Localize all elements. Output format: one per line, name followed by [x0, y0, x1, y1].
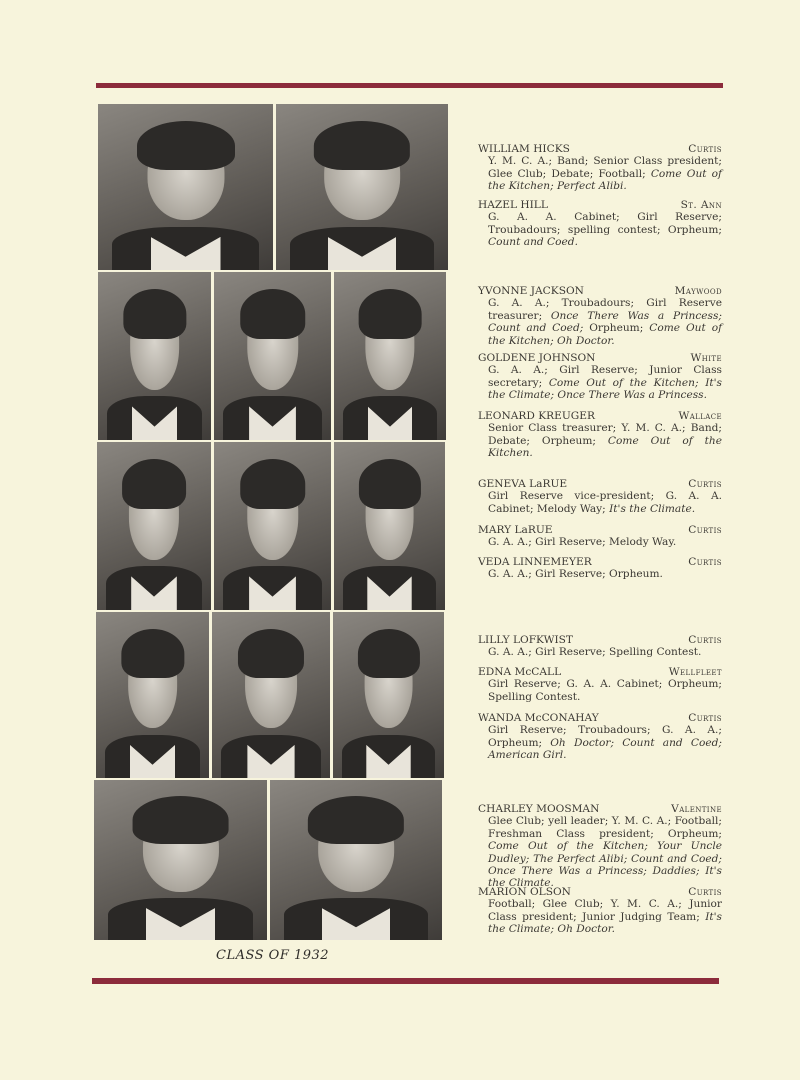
student-portrait — [334, 272, 446, 440]
play-titles: It's the Climate; Oh Doctor. — [488, 910, 722, 936]
activities — [478, 724, 722, 761]
student-entry — [478, 524, 722, 549]
activity-list: Orpheum; — [583, 322, 650, 335]
activity-list: Girl Reserve vice-president; G. A. A. Cabinet; Melody Way; — [488, 490, 722, 515]
activities — [478, 646, 722, 658]
play-titles: Come Out of the Kitchen; It's the Climate; Once There Was a Princess. — [488, 376, 722, 402]
activities — [478, 678, 722, 703]
student-name: EDNA McCALL — [478, 666, 562, 678]
activity-list: Senior Class treasurer; Y. M. C. A.; Band; Debate; Orpheum; — [488, 422, 722, 447]
hometown: St. Ann — [680, 199, 722, 211]
play-titles: Come Out of the Kitchen; Oh Doctor. — [488, 322, 722, 347]
student-entry — [478, 143, 722, 193]
student-entry — [478, 666, 722, 703]
student-portrait — [97, 442, 211, 610]
activities — [478, 297, 722, 347]
student-entry — [478, 886, 722, 936]
activity-list: G. A. A.; Girl Reserve; Junior Class secretary; — [488, 364, 722, 389]
student-portrait — [214, 442, 331, 610]
hometown: Curtis — [688, 524, 722, 536]
student-name: VEDA LINNEMEYER — [478, 556, 592, 568]
activities — [478, 155, 722, 192]
activity-list: Y. M. C. A.; Band; Senior Class president; Glee Club; Debate; Football; — [488, 155, 722, 180]
hometown: Curtis — [688, 634, 722, 646]
hometown: Curtis — [688, 886, 722, 898]
student-name: GOLDENE JOHNSON — [478, 352, 596, 364]
hometown: Wellfleet — [668, 666, 722, 678]
activities — [478, 211, 722, 248]
student-portrait — [334, 442, 445, 610]
activity-list: Football; Glee Club; Y. M. C. A.; Junior Class president; Junior Judging Team; — [488, 898, 722, 923]
student-entry — [478, 410, 722, 460]
bottom-rule — [92, 978, 719, 984]
student-entry — [478, 556, 722, 581]
student-entry — [478, 634, 722, 659]
hometown: Curtis — [688, 712, 722, 724]
play-titles: It's the Climate. — [609, 502, 696, 515]
activities — [478, 422, 722, 459]
student-name: LEONARD KREUGER — [478, 410, 595, 422]
student-name: LILLY LOFKWIST — [478, 634, 573, 646]
play-titles: Once There Was a Princess; Count and Coed; — [488, 309, 722, 335]
hometown: Maywood — [674, 285, 722, 297]
top-rule — [96, 83, 723, 88]
activity-list: G. A. A.; Troubadours; Girl Reserve treasurer; — [488, 297, 722, 322]
activity-list: G. A. A. Cabinet; Girl Reserve; Troubadours; spelling contest; Orpheum; — [488, 211, 722, 236]
student-entry — [478, 285, 722, 347]
activity-list: G. A. A.; Girl Reserve; Spelling Contest. — [488, 646, 702, 659]
student-portrait — [96, 612, 209, 778]
play-titles: Come Out of the Kitchen; Your Uncle Dudley; The Perfect Alibi; Count and Coed; Once There Was a Princess; Daddies; It's the Climate. — [488, 840, 722, 890]
activities — [478, 815, 722, 889]
student-name: YVONNE JACKSON — [478, 285, 584, 297]
student-entry — [478, 712, 722, 762]
student-name: WILLIAM HICKS — [478, 143, 570, 155]
student-portrait — [270, 780, 442, 940]
student-portrait — [212, 612, 330, 778]
student-portrait — [214, 272, 331, 440]
student-name: MARION OLSON — [478, 886, 571, 898]
student-name: WANDA McCONAHAY — [478, 712, 599, 724]
student-name: MARY LaRUE — [478, 524, 553, 536]
activities — [478, 568, 722, 580]
play-titles: Come Out of the Kitchen. — [488, 434, 722, 460]
activity-list: G. A. A.; Girl Reserve; Melody Way. — [488, 536, 677, 549]
student-portrait — [276, 104, 448, 270]
activity-list: Glee Club; yell leader; Y. M. C. A.; Football; Freshman Class president; Orpheum; — [488, 815, 722, 840]
student-name: GENEVA LaRUE — [478, 478, 568, 490]
student-portrait — [333, 612, 444, 778]
student-name: CHARLEY MOOSMAN — [478, 803, 600, 815]
student-portrait — [98, 272, 211, 440]
hometown: Curtis — [688, 556, 722, 568]
activities — [478, 536, 722, 548]
activities — [478, 898, 722, 935]
activity-list: G. A. A.; Girl Reserve; Orpheum. — [488, 568, 663, 581]
activity-list: Girl Reserve; Troubadours; G. A. A.; Orpheum; — [488, 724, 722, 749]
student-entry — [478, 478, 722, 515]
activity-list: Girl Reserve; G. A. A. Cabinet; Orpheum; Spelling Contest. — [488, 678, 722, 703]
play-titles: Count and Coed. — [488, 236, 578, 249]
play-titles: Oh Doctor; Count and Coed; American Girl. — [488, 736, 722, 762]
student-portrait — [94, 780, 267, 940]
hometown: Wallace — [678, 410, 722, 422]
class-caption: CLASS OF 1932 — [216, 948, 330, 963]
student-entry — [478, 199, 722, 249]
hometown: Curtis — [688, 143, 722, 155]
activities — [478, 490, 722, 515]
student-portrait — [98, 104, 273, 270]
student-entry — [478, 803, 722, 890]
hometown: Curtis — [688, 478, 722, 490]
activities — [478, 364, 722, 401]
hometown: White — [690, 352, 722, 364]
student-entry — [478, 352, 722, 402]
student-name: HAZEL HILL — [478, 199, 548, 211]
hometown: Valentine — [671, 803, 722, 815]
play-titles: Come Out of the Kitchen; Perfect Alibi. — [488, 167, 722, 193]
